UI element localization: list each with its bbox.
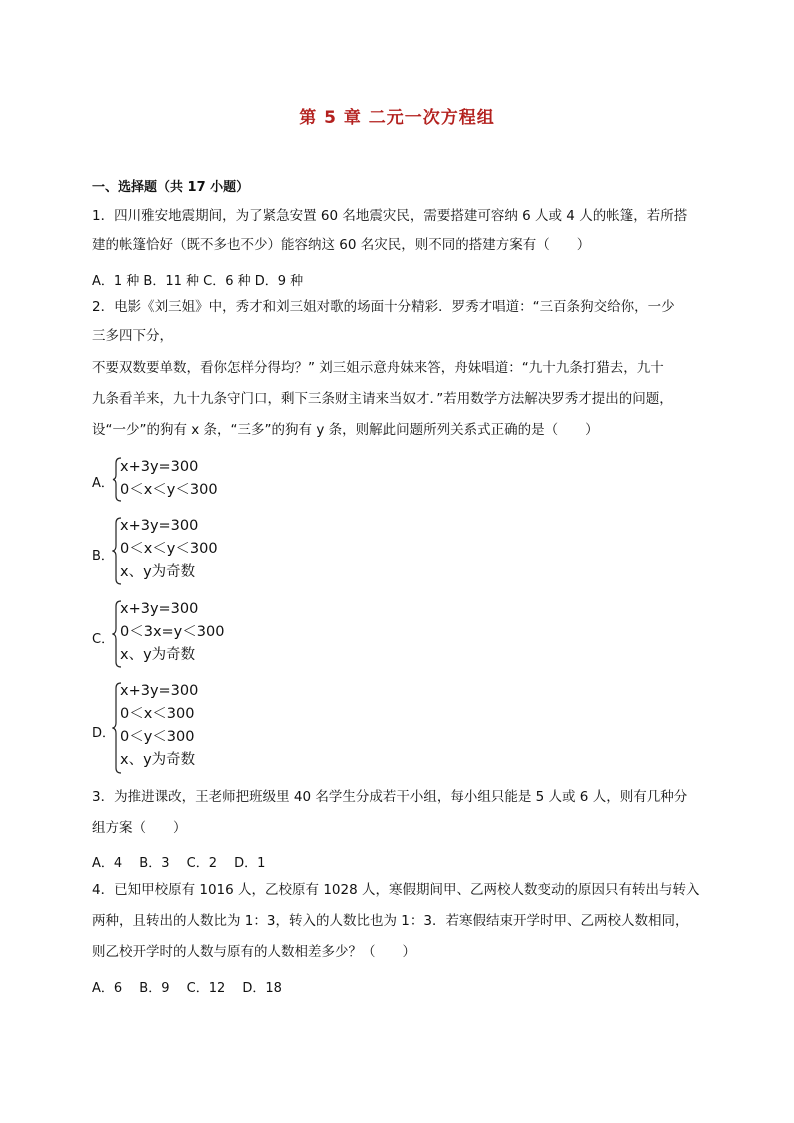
q1-options: A．1 种 B．11 种 C．6 种 D．9 种 <box>92 274 304 289</box>
section-heading: 一、选择题（共 17 小题） <box>92 180 250 195</box>
page-title: 第 5 章 二元一次方程组 <box>299 108 495 128</box>
q2-option-a-label: A． <box>92 476 114 491</box>
q4-line-3: 则乙校开学时的人数与原有的人数相差多少？（ ） <box>92 944 416 960</box>
system-row: 0＜3x=y＜300 <box>120 624 225 640</box>
q2-line-4: 九条看羊来，九十九条守门口，剩下三条财主请来当奴才．”若用数学方法解决罗秀才提出的问题， <box>92 391 673 407</box>
q2-option-d-label: D． <box>92 726 116 741</box>
q2-option-a-system <box>120 456 218 502</box>
system-row: x、y为奇数 <box>120 752 196 768</box>
system-row: x+3y=300 <box>120 459 199 475</box>
system-row: 0＜y＜300 <box>120 729 195 745</box>
q3-line-1: 3．为推进课改，王老师把班级里 40 名学生分成若干小组，每小组只能是 5 人或 6 人，则有几种分 <box>92 789 688 805</box>
q3-line-2: 组方案（ ） <box>92 820 187 836</box>
system-row: x+3y=300 <box>120 518 199 534</box>
q2-line-1: 2．电影《刘三姐》中，秀才和刘三姐对歌的场面十分精彩．罗秀才唱道：“三百条狗交给你，一少 <box>92 299 675 315</box>
q4-options: A．6 B．9 C．12 D．18 <box>92 981 282 996</box>
q4-line-2: 两种，且转出的人数比为 1：3，转入的人数比也为 1：3．若寒假结束开学时甲、乙两校人数相同， <box>92 913 689 929</box>
system-row: x+3y=300 <box>120 683 199 699</box>
q2-option-d-system <box>120 680 198 772</box>
q2-line-3: 不要双数要单数，看你怎样分得均？” 刘三姐示意舟妹来答，舟妹唱道：“九十九条打猎去，九十 <box>92 360 664 376</box>
q1-line-2: 建的帐篷恰好（既不多也不少）能容纳这 60 名灾民，则不同的搭建方案有（ ） <box>92 237 591 253</box>
q2-option-b-label: B． <box>92 549 114 564</box>
q3-options: A．4 B．3 C．2 D．1 <box>92 856 266 871</box>
system-row: 0＜x＜y＜300 <box>120 482 218 498</box>
system-row: 0＜x＜300 <box>120 706 195 722</box>
system-row: 0＜x＜y＜300 <box>120 541 218 557</box>
q2-option-c-system <box>120 598 224 667</box>
system-row: x、y为奇数 <box>120 647 196 663</box>
q2-option-c-label: C． <box>92 632 115 647</box>
system-row: x+3y=300 <box>120 601 199 617</box>
q1-line-1: 1．四川雅安地震期间，为了紧急安置 60 名地震灾民，需要搭建可容纳 6 人或 4 人的帐篷，若所搭 <box>92 208 688 224</box>
q4-line-1: 4．已知甲校原有 1016 人，乙校原有 1028 人，寒假期间甲、乙两校人数变动的原因只有转出与转入 <box>92 882 700 898</box>
q2-line-2: 三多四下分， <box>92 328 173 344</box>
q2-option-b-system <box>120 515 218 584</box>
q2-line-5: 设“一少”的狗有 x 条，“三多”的狗有 y 条，则解此问题所列关系式正确的是（ ） <box>92 422 599 438</box>
system-row: x、y为奇数 <box>120 564 196 580</box>
